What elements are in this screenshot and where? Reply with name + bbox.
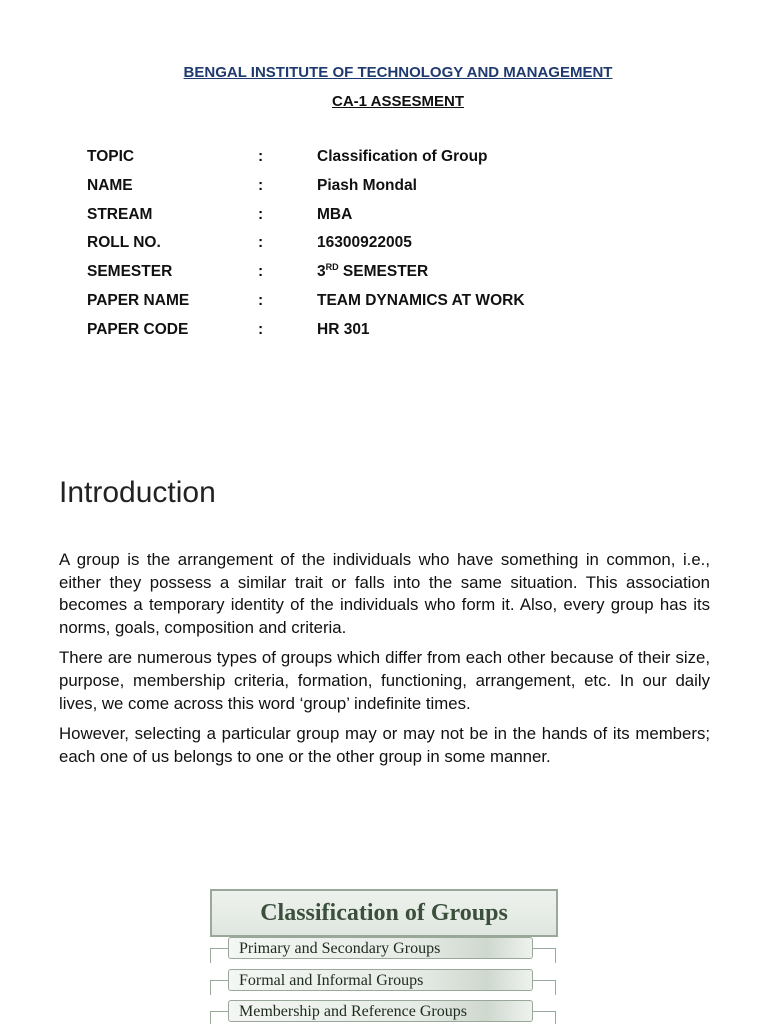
info-label: SEMESTER bbox=[87, 263, 173, 281]
info-colon: : bbox=[258, 263, 264, 281]
connector-line bbox=[533, 980, 556, 995]
diagram-item bbox=[210, 969, 556, 993]
info-value bbox=[317, 263, 428, 281]
semester-ordinal-suffix: RD bbox=[325, 262, 339, 273]
diagram-title: Classification of Groups bbox=[210, 889, 558, 937]
connector-line bbox=[210, 948, 229, 963]
introduction-body bbox=[59, 549, 710, 776]
info-label: NAME bbox=[87, 176, 133, 194]
info-colon: : bbox=[258, 291, 264, 309]
diagram-item-label: Formal and Informal Groups bbox=[228, 969, 533, 991]
info-colon: : bbox=[258, 234, 264, 252]
connector-line bbox=[533, 948, 556, 963]
connector-line bbox=[210, 980, 229, 995]
introduction-heading: Introduction bbox=[59, 476, 216, 509]
info-colon: : bbox=[258, 205, 264, 223]
classification-diagram bbox=[210, 889, 558, 1024]
info-colon: : bbox=[258, 320, 264, 338]
connector-line bbox=[533, 1011, 556, 1024]
info-value: MBA bbox=[317, 205, 353, 223]
info-value: TEAM DYNAMICS AT WORK bbox=[317, 291, 525, 309]
diagram-item-label: Primary and Secondary Groups bbox=[228, 937, 533, 959]
info-label: PAPER CODE bbox=[87, 320, 189, 338]
info-label: STREAM bbox=[87, 205, 153, 223]
paragraph: However, selecting a particular group may or may not be in the hands of its members; each one of us belongs to one or the other group in some manner. bbox=[59, 724, 710, 766]
info-value: Classification of Group bbox=[317, 148, 488, 165]
diagram-item bbox=[210, 1000, 556, 1024]
semester-number: 3 bbox=[317, 263, 326, 281]
info-label: PAPER NAME bbox=[87, 291, 190, 309]
connector-line bbox=[210, 1011, 229, 1024]
info-value: Piash Mondal bbox=[317, 176, 417, 194]
assessment-title: CA-1 ASSESMENT bbox=[332, 93, 464, 110]
diagram-item-label: Membership and Reference Groups bbox=[228, 1000, 533, 1022]
semester-word: SEMESTER bbox=[338, 263, 429, 281]
info-colon: : bbox=[258, 176, 264, 194]
paragraph: A group is the arrangement of the individuals who have something in common, i.e., either they possess a similar trait or falls into the same situation. This association becomes a temporary identity of the individuals who form it. Also, every group has its norms, goals, composition and criteria. bbox=[59, 550, 710, 637]
paragraph: There are numerous types of groups which differ from each other because of their size, purpose, membership criteria, formation, functioning, arrangement, etc. In our daily lives, we come across this word ‘group’ indefinite times. bbox=[59, 648, 710, 713]
info-value: 16300922005 bbox=[317, 234, 412, 252]
info-value: HR 301 bbox=[317, 320, 370, 338]
info-label: TOPIC bbox=[87, 148, 135, 165]
info-label: ROLL NO. bbox=[87, 234, 161, 252]
diagram-item bbox=[210, 937, 556, 961]
info-colon: : bbox=[258, 148, 264, 165]
institute-name: BENGAL INSTITUTE OF TECHNOLOGY AND MANAGEMENT bbox=[183, 64, 613, 81]
